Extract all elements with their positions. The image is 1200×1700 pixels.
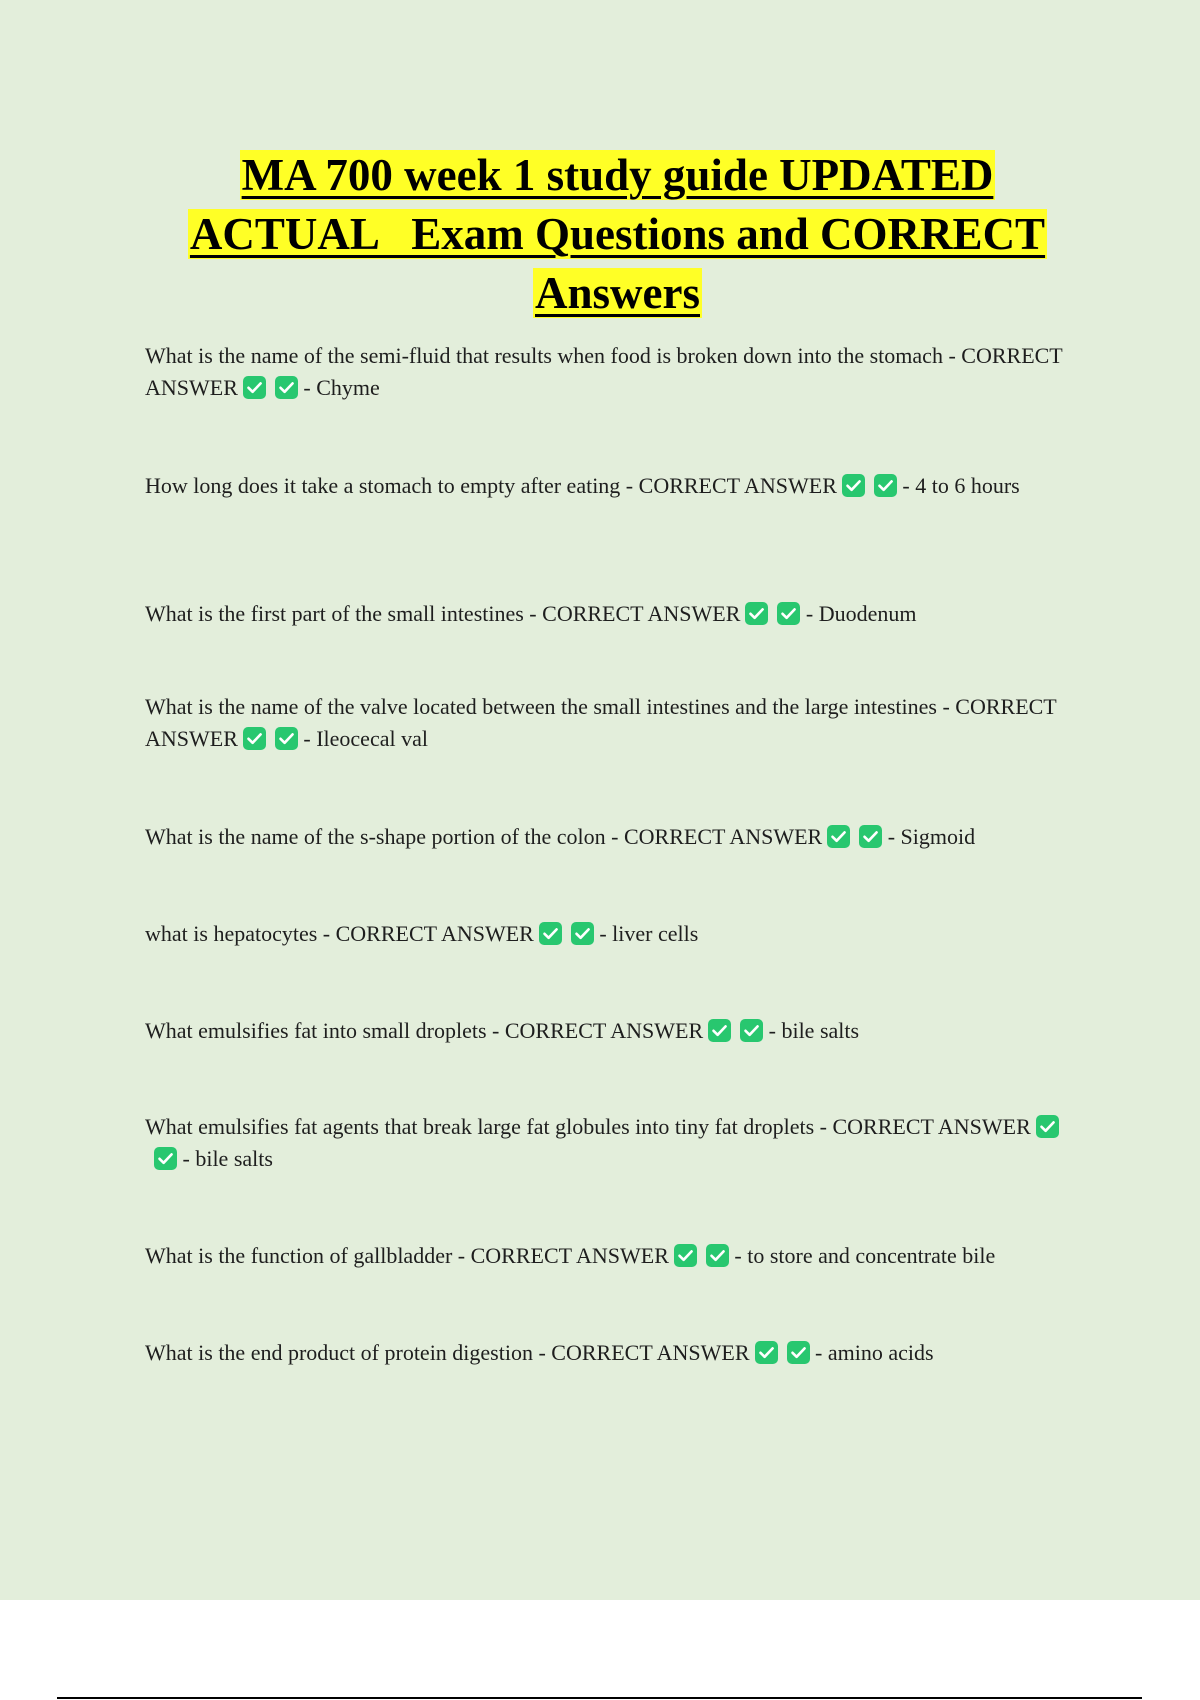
qa-item [145, 340, 1090, 404]
question-text: How long does it take a stomach to empty after eating - [145, 473, 634, 498]
question-text: What is the first part of the small intestines - [145, 601, 537, 626]
title-line: MA 700 week 1 study guide UPDATED [241, 150, 994, 200]
check-icon [787, 1341, 810, 1364]
answer-marker: CORRECT ANSWER [504, 1018, 704, 1043]
answer-text: - Duodenum [805, 601, 917, 626]
answer-marker: CORRECT ANSWER [145, 343, 1063, 400]
answer-marker: CORRECT ANSWER [638, 473, 837, 498]
check-icon [154, 1147, 177, 1170]
question-text: What emulsifies fat into small droplets - [145, 1018, 500, 1043]
qa-item [145, 691, 1090, 755]
check-icon [827, 825, 850, 848]
check-icon [745, 602, 768, 625]
check-icon [842, 474, 865, 497]
answer-text: - 4 to 6 hours [902, 473, 1020, 498]
answer-marker: CORRECT ANSWER [335, 921, 534, 946]
check-icon [706, 1244, 729, 1267]
check-icon [708, 1019, 731, 1042]
answer-text: - amino acids [815, 1340, 934, 1365]
question-text: What is the end product of protein digestion - [145, 1340, 546, 1365]
answer-marker: CORRECT ANSWER [470, 1243, 669, 1268]
question-text: What is the function of gallbladder - [145, 1243, 466, 1268]
check-icon [755, 1341, 778, 1364]
check-icon [571, 922, 594, 945]
qa-item [145, 821, 1090, 853]
answer-text: - bile salts [182, 1146, 273, 1171]
answer-marker: CORRECT ANSWER [623, 824, 823, 849]
answer-text: - bile salts [768, 1018, 860, 1043]
check-icon [275, 727, 298, 750]
check-icon [874, 474, 897, 497]
question-text: What emulsifies fat agents that break large fat globules into tiny fat droplets - [145, 1114, 827, 1139]
question-text: What is the name of the s-shape portion of the colon - [145, 824, 619, 849]
answer-text: - liver cells [599, 921, 699, 946]
check-icon [243, 376, 266, 399]
qa-item [145, 1111, 1090, 1175]
answer-text: - Sigmoid [887, 824, 976, 849]
answer-marker: CORRECT ANSWER [145, 694, 1057, 751]
answer-marker: CORRECT ANSWER [832, 1114, 1031, 1139]
check-icon [674, 1244, 697, 1267]
qa-item [145, 598, 1090, 630]
check-icon [1036, 1115, 1059, 1138]
title-line: Answers [535, 268, 700, 318]
qa-item [145, 1337, 1090, 1369]
question-text: What is the name of the valve located between the small intestines and the large intestines - [145, 694, 950, 719]
qa-item [145, 1015, 1090, 1047]
document-title [130, 146, 1105, 323]
question-text: what is hepatocytes - [145, 921, 331, 946]
check-icon [275, 376, 298, 399]
footer-divider [57, 1697, 1142, 1699]
qa-item [145, 1240, 1090, 1272]
check-icon [539, 922, 562, 945]
check-icon [243, 727, 266, 750]
answer-text: - Ileocecal val [303, 726, 428, 751]
answer-text: - to store and concentrate bile [734, 1243, 996, 1268]
qa-item [145, 470, 1090, 502]
title-line: ACTUAL Exam Questions and CORRECT [189, 209, 1046, 259]
qa-item [145, 918, 1090, 950]
answer-text: - Chyme [303, 375, 380, 400]
answer-marker: CORRECT ANSWER [542, 601, 741, 626]
answer-marker: CORRECT ANSWER [551, 1340, 750, 1365]
check-icon [859, 825, 882, 848]
question-text: What is the name of the semi-fluid that results when food is broken down into the stomach - [145, 343, 956, 368]
check-icon [740, 1019, 763, 1042]
check-icon [777, 602, 800, 625]
